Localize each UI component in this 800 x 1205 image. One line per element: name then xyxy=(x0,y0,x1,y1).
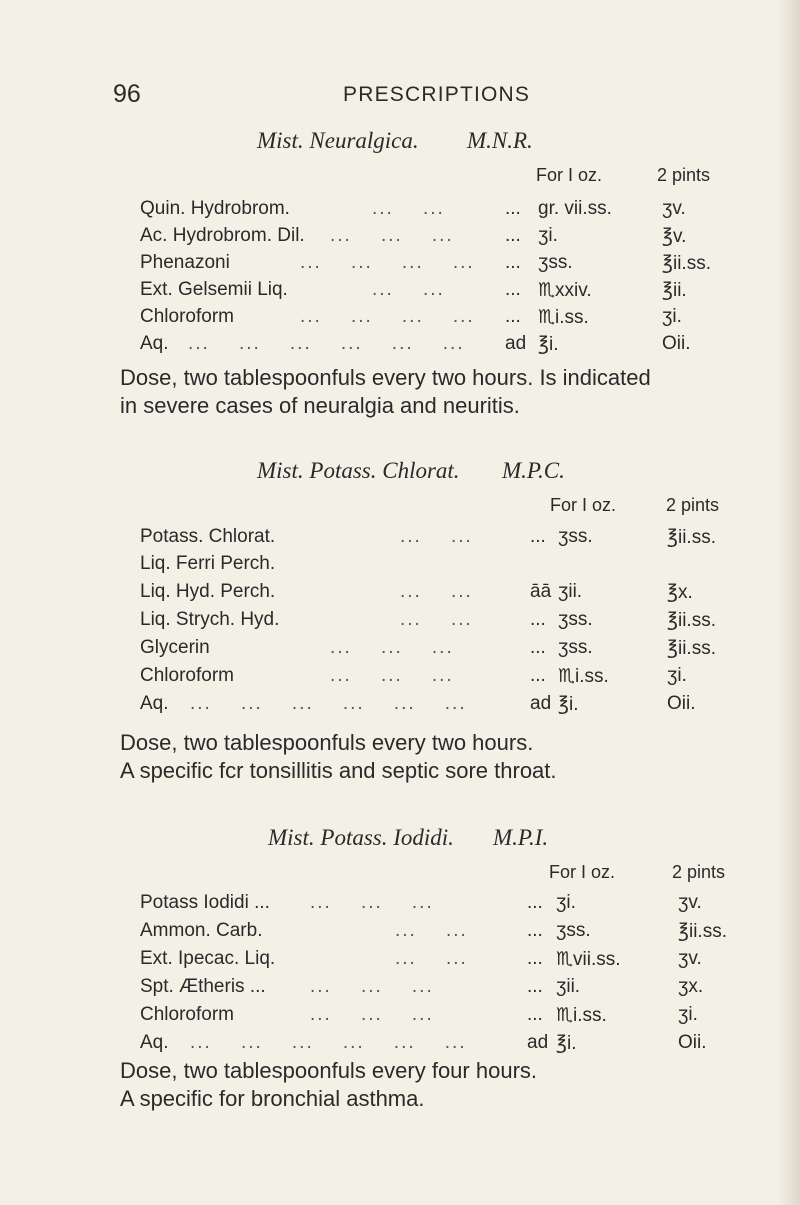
dose-two-pints: ℥v. xyxy=(662,226,687,247)
ingredient-row xyxy=(0,665,800,691)
dose-one-oz: ♏vii.ss. xyxy=(556,949,621,970)
dose-note: Dose, two tablespoonfuls every two hours. xyxy=(120,730,534,755)
dose-one-oz: ♏xxiv. xyxy=(538,280,592,301)
dose-one-oz: ♏i.ss. xyxy=(538,307,589,328)
prescription-title xyxy=(257,458,565,484)
row-lead: ... xyxy=(505,279,521,300)
row-lead: ... xyxy=(527,1004,543,1025)
leader-dots: ... ... xyxy=(395,920,497,941)
dose-note: Dose, two tablespoonfuls every four hours. xyxy=(120,1058,538,1083)
ingredient-name: Phenazoni xyxy=(140,252,230,273)
row-lead: ... xyxy=(527,976,543,997)
row-lead: ... xyxy=(505,225,521,246)
leader-dots: ... ... xyxy=(395,948,497,969)
leader-dots: ... ... xyxy=(400,581,502,602)
leader-dots: ... ... ... ... xyxy=(300,306,475,327)
dose-one-oz: ʒi. xyxy=(538,225,558,246)
ingredient-name: Spt. Ætheris ... xyxy=(140,976,266,997)
ingredient-row xyxy=(0,609,800,635)
prescription-name: Mist. Neuralgica. xyxy=(257,128,419,153)
ingredient-row xyxy=(0,333,800,359)
ingredient-name: Chloroform xyxy=(140,1004,234,1025)
dose-one-oz: ʒss. xyxy=(538,252,573,273)
leader-dots: ... ... ... ... ... ... xyxy=(188,333,465,354)
dose-two-pints: Oii. xyxy=(678,1032,707,1053)
ingredient-name: Liq. Strych. Hyd. xyxy=(140,609,280,630)
dose-one-oz: ♏i.ss. xyxy=(556,1005,607,1026)
indication-note: A specific fcr tonsillitis and septic sore throat. xyxy=(120,758,557,783)
row-lead: ... xyxy=(530,609,546,630)
dose-note: Dose, two tablespoonfuls every two hours. Is indicated xyxy=(120,365,651,390)
dose-one-oz: ʒss. xyxy=(558,609,593,630)
ingredient-name: Aq. xyxy=(140,1032,169,1053)
row-lead: āā xyxy=(530,581,552,602)
running-head: PRESCRIPTIONS xyxy=(343,83,531,106)
row-lead: ... xyxy=(505,198,521,219)
ingredient-row xyxy=(0,198,800,224)
dose-two-pints: ʒx. xyxy=(678,976,704,997)
dose-two-pints: ℥ii.ss. xyxy=(667,638,716,659)
leader-dots: ... ... ... xyxy=(330,665,483,686)
prescription-title xyxy=(268,825,549,851)
ingredient-name: Aq. xyxy=(140,693,169,714)
row-lead: ad xyxy=(505,333,527,354)
ingredient-row xyxy=(0,693,800,719)
row-lead: ... xyxy=(530,665,546,686)
dose-one-oz: ʒii. xyxy=(556,976,581,997)
prescription-name: Mist. Potass. Chlorat. xyxy=(257,458,460,483)
dose-two-pints: ℥x. xyxy=(667,582,693,603)
leader-dots: ... ... ... ... xyxy=(300,252,475,273)
dose-two-pints: ʒi. xyxy=(678,1004,698,1025)
column-header-two-pints: 2 pints xyxy=(657,165,711,185)
page-number: 96 xyxy=(113,80,141,108)
ingredient-row xyxy=(0,920,800,946)
dose-one-oz: ʒii. xyxy=(558,581,583,602)
leader-dots: ... ... ... ... ... ... xyxy=(190,1032,467,1053)
ingredient-name: Quin. Hydrobrom. xyxy=(140,198,290,219)
dose-two-pints: ʒv. xyxy=(662,198,686,219)
leader-dots: ... ... ... ... ... ... xyxy=(190,693,467,714)
dose-one-oz: ʒi. xyxy=(556,892,576,913)
column-header-two-pints: 2 pints xyxy=(672,862,726,882)
leader-dots: ... ... ... xyxy=(310,892,463,913)
leader-dots: ... ... xyxy=(372,198,474,219)
row-lead: ... xyxy=(527,920,543,941)
ingredient-row xyxy=(0,637,800,663)
dose-one-oz: ʒss. xyxy=(556,920,591,941)
dose-one-oz: ʒss. xyxy=(558,526,593,547)
row-lead: ad xyxy=(527,1032,549,1053)
row-lead: ... xyxy=(527,892,543,913)
row-lead: ad xyxy=(530,693,552,714)
ingredient-name: Ext. Ipecac. Liq. xyxy=(140,948,276,969)
dose-two-pints: ℥ii.ss. xyxy=(662,253,711,274)
column-header-one-oz: For I oz. xyxy=(550,495,617,515)
column-header-one-oz: For I oz. xyxy=(549,862,616,882)
dose-two-pints: ʒv. xyxy=(678,892,702,913)
prescription-abbr: M.N.R. xyxy=(467,128,533,153)
ingredient-row xyxy=(0,252,800,278)
ingredient-name: Potass Iodidi ... xyxy=(140,892,270,913)
ingredient-row xyxy=(0,526,800,552)
dose-one-oz: ℥i. xyxy=(538,334,559,355)
prescription-abbr: M.P.I. xyxy=(493,825,549,850)
indication-note: A specific for bronchial asthma. xyxy=(120,1086,425,1111)
leader-dots: ... ... xyxy=(400,526,502,547)
leader-dots: ... ... ... xyxy=(330,225,454,246)
row-lead: ... xyxy=(530,526,546,547)
row-lead: ... xyxy=(530,637,546,658)
ingredient-name: Ext. Gelsemii Liq. xyxy=(140,279,288,300)
prescription-title xyxy=(257,128,533,154)
ingredient-row xyxy=(0,225,800,251)
dose-one-oz: gr. vii.ss. xyxy=(538,198,612,219)
ingredient-row xyxy=(0,892,800,918)
ingredient-name: Chloroform xyxy=(140,665,234,686)
ingredient-name: Aq. xyxy=(140,333,169,354)
row-lead: ... xyxy=(505,252,521,273)
row-lead: ... xyxy=(505,306,521,327)
leader-dots: ... ... ... xyxy=(330,637,483,658)
dose-two-pints: ℥ii.ss. xyxy=(667,527,716,548)
dose-one-oz: ♏i.ss. xyxy=(558,666,609,687)
dose-two-pints: ʒi. xyxy=(667,665,687,686)
leader-dots: ... ... ... xyxy=(310,1004,463,1025)
dose-one-oz: ℥i. xyxy=(556,1033,577,1054)
leader-dots: ... ... ... xyxy=(310,976,463,997)
ingredient-row xyxy=(0,948,800,974)
ingredient-row xyxy=(0,279,800,305)
ingredient-row xyxy=(0,553,800,579)
column-header-one-oz: For I oz. xyxy=(536,165,603,185)
dose-two-pints: ℥ii. xyxy=(662,280,687,301)
dose-two-pints: Oii. xyxy=(667,693,696,714)
ingredient-name: Liq. Ferri Perch. xyxy=(140,553,276,574)
page-header xyxy=(0,80,800,116)
ingredient-name: Ac. Hydrobrom. Dil. xyxy=(140,225,305,246)
leader-dots: ... ... xyxy=(372,279,474,300)
ingredient-row xyxy=(0,976,800,1002)
row-lead: ... xyxy=(527,948,543,969)
ingredient-name: Potass. Chlorat. xyxy=(140,526,276,547)
dose-two-pints: ʒv. xyxy=(678,948,702,969)
ingredient-name: Chloroform xyxy=(140,306,234,327)
dose-two-pints: ʒi. xyxy=(662,306,682,327)
dose-two-pints: Oii. xyxy=(662,333,691,354)
prescription-abbr: M.P.C. xyxy=(502,458,565,483)
ingredient-row xyxy=(0,306,800,332)
dose-one-oz: ʒss. xyxy=(558,637,593,658)
column-header-two-pints: 2 pints xyxy=(666,495,720,515)
ingredient-row xyxy=(0,1004,800,1030)
leader-dots: ... ... xyxy=(400,609,502,630)
dose-one-oz: ℥i. xyxy=(558,694,579,715)
ingredient-name: Ammon. Carb. xyxy=(140,920,263,941)
ingredient-row xyxy=(0,581,800,607)
dose-two-pints: ℥ii.ss. xyxy=(667,610,716,631)
ingredient-name: Liq. Hyd. Perch. xyxy=(140,581,276,602)
prescription-name: Mist. Potass. Iodidi. xyxy=(268,825,454,850)
indication-note: in severe cases of neuralgia and neuritis. xyxy=(120,393,520,418)
ingredient-name: Glycerin xyxy=(140,637,210,658)
dose-two-pints: ℥ii.ss. xyxy=(678,921,727,942)
ingredient-row xyxy=(0,1032,800,1058)
